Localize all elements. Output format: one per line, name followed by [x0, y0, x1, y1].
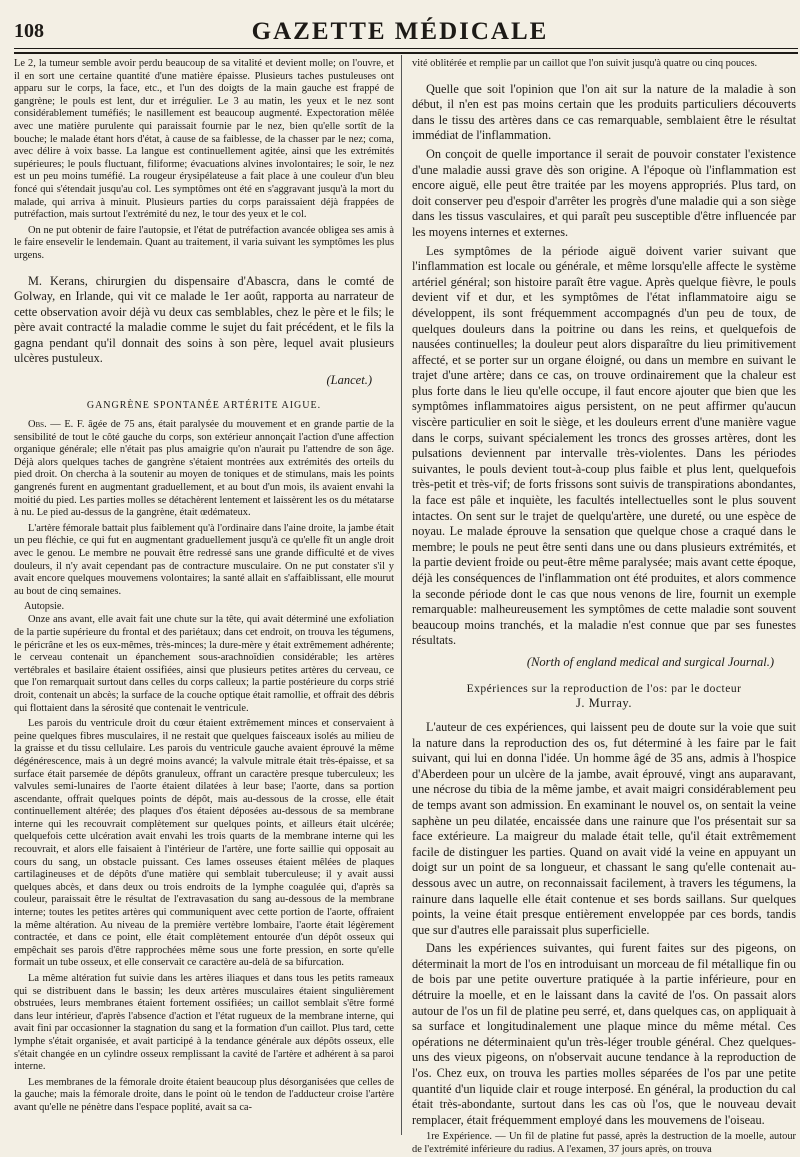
- right-column: [412, 58, 796, 1155]
- autopsy-label: Autopsie.: [24, 601, 65, 613]
- obs-paragraph: [14, 419, 394, 520]
- right-paragraph-1: Quelle que soit l'opinion que l'on ait sur la nature de la maladie à son début, il n'en est pas moins certain que les produits particuliers découverts dans le tissu des artères dans ce cas remarquable, semblaient être le résultat immédiat de l'inflammation.: [412, 81, 796, 143]
- journal-source: (North of england medical and surgical Journal.): [526, 654, 774, 669]
- autopsy-paragraph-1: Onze ans avant, elle avait fait une chute sur la tête, qui avait déterminé une exfoliation de la partie supérieure du frontal et des pariétaux; dans cet endroit, on trouva les tégumens, le péricrâne et les os eux-mêmes, très-minces; la dure-mère y était extrêmement adhérente; le cerveau contenait un épanchement sous-arachnoïdien considérable; les artères vertébrales et basilaire étaient ossifiées, ainsi que plusieurs petites artères du cerveau, ce que l'on remarquait surtout dans celles du corps calleux; la partie postérieure du corps strié droit, contenait un abcès; la surface de la couche optique était ramollie, et offrait des débris qui flottaient dans la sérosité que contenait le ventricule.: [14, 614, 394, 714]
- spacer: [412, 74, 796, 82]
- header-rule-thin: [14, 48, 798, 49]
- page-header: [0, 18, 800, 46]
- experiences-title: Expériences sur la reproduction de l'os: par le docteur: [466, 682, 742, 695]
- right-paragraph-2: On conçoit de quelle importance il serait de pouvoir constater l'existence d'une maladie aussi grave dès son origine. A l'époque où l'inflammation est encore aiguë, elle peut être traitée par les moyens appropriés. Plus tard, on doit conserver peu d'espoir d'arrêter les progrès d'une maladie qui a son siège dans les tissus vasculaires, et qui paraît peu susceptible d'être influencée par les moyens internes et externes.: [412, 146, 796, 239]
- obs-paragraph-2: L'artère fémorale battait plus faiblement qu'à l'ordinaire dans l'aine droite, la jambe était un peu fléchie, ce qui fut en augmentant graduellement jusqu'à ce qu'elle fît un angle droit avec le genou. Le membre ne pouvait être redressé sans une grande difficulté et de vives douleurs, il n'y avait cependant pas de contracture musculaire. On ne put constater s'il y avait encore quelques mouvemens volontaires; la santé allait en s'affaiblissant, elle mourut au bout de cinq semaines.: [14, 522, 394, 597]
- header-rule-thick: [14, 52, 798, 54]
- experience-1: 1re Expérience. — Un fil de platine fut passé, après la destruction de la moelle, autour de l'extrémité inférieure du radius. A l'examen, 37 jours après, on trouva: [412, 1131, 796, 1155]
- right-paragraph-3: Les symptômes de la période aiguë doivent varier suivant que l'inflammation est locale ou générale, et même lorsqu'elle affecte le système artériel général; son histoire paraît être vague. Après quelque fièvre, le pouls devient vif et dur, et les symptômes de l'état inflammatoire aigu se développent, ils sont fréquemment accompagnés d'un peu de toux, de quelques douleurs dans la poitrine ou dans les reins, et quelquefois de nausées continuelles; la douleur peut alors disparaître du lieu primitivement affecté, et se porter sur un organe éloigné, ou dans un membre en suivant le trajet d'une artère; dans ce cas, on trouve ordinairement que la chaleur est plus forte dans le lieu qu'elle occupe, il faut encore ajouter que bien que les symptômes inflammatoires aigus persistent, on ne peut affirmer qu'aucun viscère particulier en soit le siège, et les douleurs errent d'une manière vague dans le corps, suivant spécialement les troncs des grosses artères, dont les pulsations deviennent par intervalle très-violentes. Dans les périodes suivantes, le pouls devient tout-à-coup plus faible et plus lent, quelquefois très-petit et très-vif; de forts frissons sont suivis de transpirations abondantes, la face est pâle et inquiète, les facultés intellectuelles sont le plus souvent intactes. On sent sur le trajet de quelqu'artère, une dureté, ou une espèce de noyau. Le malade éprouve la sensation que quelque chose a craqué dans le membre; le pouls ne peut être senti dans une ou dans plusieurs extrémités, et la partie devient froide ou peut-être même paralysée; mais avant cette époque, déjà les conséquences de l'inflammation ont été produites, et alors commence la seconde période dont le cas que nous venons de lire, fournit un exemple remarquable: malheureusement les symptômes de cette maladie sont souvent beaucoup moins tranchés, et la maladie n'est connue que par ses funestes résultats.: [412, 243, 796, 648]
- obs-lead: Obs. —: [28, 419, 61, 431]
- kerans-paragraph: M. Kerans, chirurgien du dispensaire d'Abascra, dans le comté de Golway, en Irlande, qui vit ce malade le 1er août, rapporta au narrateur de cette observation avoir déjà vu deux cas semblables, chez le père et le fils; le père avait contracté la maladie comme le sujet du fait précédent, et le fils la gagna pendant qu'il donnait des soins à son père, lequel avait plusieurs ulcères pustuleux.: [14, 273, 394, 366]
- spacer: [14, 266, 394, 274]
- case-continuation: Le 2, la tumeur semble avoir perdu beaucoup de sa vitalité et devient molle; on l'ouvre, et il en sort une certaine quantité d'une matière épaisse. Plusieurs taches pustuleuses ont apparu sur le corps, la face, etc., et l'un des doigts de la main gauche est frappé de gangrène; le pouls est lent, dur et irrégulier. Le 3 au matin, les yeux et le nez sont considérablement tuméfiés; le nasillement est beaucoup augmenté. Expectoration mêlée avec une matière purulente qui paraissait fournie par le nez, bien qu'elle sortît de la bouche; le malade étant hors d'état, à cause de sa faiblesse, de la chasser par le nez; coma, avec délire à voix basse. La langue est continuellement agitée, ainsi que les extrémités supérieures; le pouls fluctuant, filiforme; évacuations alvines involontaires; le soir, le nez est un peu moins tuméfié. La rougeur érysipélateuse a fait place à une couleur d'un bleu foncé qui s'étendait jusqu'au col. Les symptômes ont été en s'aggravant jusqu'à la mort du malade, qui arriva à minuit. Plusieurs parties du corps paraissaient déjà frappées de putréfaction, mais surtout l'extrémité du nez, le tour des yeux et le col.: [14, 58, 394, 221]
- journal-title: GAZETTE MÉDICALE: [251, 18, 549, 45]
- right-continuation: vité oblitérée et remplie par un caillot que l'on suivit jusqu'à quatre ou cinq pouces.: [412, 58, 758, 69]
- autopsy-paragraph-2: Les parois du ventricule droit du cœur étaient extrêmement minces et conservaient à peine quelques fibres musculaires, il ne restait que quelques faisceaux isolés au milieu de la graisse et du tissu cellulaire. Les parois du ventricule gauche avaient éprouvé la même dégénérescence, mais à un degré moins avancé; la valvule mitrale était très-épaisse, et sa surface était parsemée de dépôts granuleux, offrant un caractère presque tuberculeux; les valvules semi-lunaires de l'aorte étaient dilatées à leur base; l'aorte, dans sa portion ascendante, offrait quelques points de dépôt, mais au-dessous de la crosse, elle était continuellement altérée; des plaques d'os étaient déposées au-dessous de sa membrane interne qui les recouvrait complètement sur quelques points, et ailleurs était ulcérée; quelquefois cette ulcération avait envahi les trois quarts de la membrane interne qui les recouvrait, et alors elle faisaient à l'intérieur de l'artère, une forte saillie qui opposait au cours du sang, un obstacle puissant. Ces lames osseuses étaient mêlées de plaques cartilagineuses et de dépôts d'une matière qui semblait tuberculeuse; il y avait aussi quelques abcès, et dans deux ou trois endroits de la lymphe coagulée qui, d'après sa couleur, paraissait être le résultat de l'extravasation du sang au-dessous de la membrane interne; toutes les petites artères qui communiquent avec cette portion de l'aorte, offraient la même altération. Au niveau de la première vertèbre lombaire, l'aorte était légèrement contractée, et dans ce point, elle était complètement entourée d'un dépôt osseux qui empêchait ses parois d'être rapprochées même sous une forte pression, en sorte qu'elle formait un tube osseux, et elle conservait ce caractère au-delà de sa bifurcation.: [14, 718, 394, 969]
- gangrene-heading: GANGRÈNE SPONTANÉE ARTÉRITE AIGUE.: [86, 400, 322, 412]
- kerans-source: (Lancet.): [326, 373, 372, 388]
- page-number: 108: [14, 20, 44, 42]
- autopsy-paragraph-4: Les membranes de la fémorale droite étaient beaucoup plus désorganisées que celles de la gauche; mais la fémorale droite, dans le point où le tendon de l'adducteur croise l'artère avant qu'elle ne pénètre dans l'espace poplité, avait sa ca-: [14, 1076, 394, 1113]
- experiences-heading: [412, 682, 796, 710]
- column-divider: [401, 55, 402, 1135]
- experiences-author: J. Murray.: [576, 695, 632, 710]
- obs-text: E. F. âgée de 75 ans, était paralysée du mouvement et en grande partie de la sensibilité de tout le côté gauche du corps, son extérieur annonçait l'action d'une affection organique générale; elle n'était pas plus amaigrie qu'on n'aurait pu l'attendre de son âge. Déjà alors quelques taches de gangrène s'étaient montrées aux extrémités des orteils du pied droit. On chercha à la soutenir au moyen de toniques et de stimulans, mais les points gangrenés furent en augmentant graduellement, et au bout d'un mois, ils avaient envahi la moitié du pied. Les parties molles se détachèrent lentement et laissèrent les os du métatarse à nu. Le pied au-dessus de la gangrène, était œdémateux.: [14, 419, 394, 519]
- right-paragraph-4: L'auteur de ces expériences, qui laissent peu de doute sur la voie que suit la nature dans la reproduction des os, fut déterminé à les faire par le fait suivant, qui lui en donna l'idée. Un homme âgé de 35 ans, admis à l'hospice d'Aberdeen pour un ulcère de la jambe, avait éprouvé, vingt ans auparavant, une nécrose du tibia de la même jambe, et avait maigri considérablement peu de temps avant son admission. En examinant le nouvel os, on sentait la veine saphène un peu dilatée, encaissée dans une rainure que l'os présentait sur sa face extérieure. La maigreur du malade était telle, qu'il était extrêmement facile de distinguer les parties. Quand on avait vidé la veine en appuyant un doigt sur un point de sa longueur, et chassant le sang qu'elle contenait au-dessous avec un autre, on reconnaissait facilement, à travers les tégumens, la rainure dans laquelle elle était contenue et ses bords saillans. Sur quelques points, la veine était presque entièrement enveloppée par ces bords, tandis que sur d'autres elle paraissait plus superficielle.: [412, 719, 796, 937]
- case-end: On ne put obtenir de faire l'autopsie, et l'état de putréfaction avancée obligea ses amis à le faire ensevelir le lendemain. Quant au traitement, il varia suivant les symptômes les plus urgens.: [14, 224, 394, 261]
- autopsy-paragraph-3: La même altération fut suivie dans les artères iliaques et dans tous les petits rameaux qui se distribuent dans le bassin; les deux artères musculaires étaient singulièrement obstruées, leurs membranes étaient fortement ossifiées; un caillot semblait s'être formé dans leur intérieur, d'après l'absence d'action et l'état rugueux de la membrane interne, qui avait fini par occasionner la stagnation du sang et la formation d'un caillot. Plus tard, cette lymphe s'était organisée, et avait participé à la tendance générale aux dépôts osseux, elle s'était changée en un cylindre osseux remplissant la cavité de l'artère et adhérent à sa paroi interne.: [14, 973, 394, 1073]
- left-column: [14, 58, 394, 1136]
- right-paragraph-5: Dans les expériences suivantes, qui furent faites sur des pigeons, on déterminait la mort de l'os en introduisant un morceau de fil métallique fin ou de bois par une petite ouverture pratiquée à la partie inférieure, pour en détruire la moelle, et en le laissant dans la cavité de l'os. On passait alors autour de l'os un fil de platine peu serré, et, dans quelques cas, on appliquait à sa surface et longitudinalement une plaque mince du même métal. Ces opérations ne déterminaient qu'un très-léger trouble général. Chez quelques-uns des vieux pigeons, on n'observait aucune tendance à la reproduction de l'os. Chez eux, on trouva les parties molles séparées de l'os par une petite quantité d'un liquide clair et rouge interposé. En général, la production du cal était très-abondante, surtout dans les cas où l'os, que le nouveau devait remplacer, était fréquemment employé dans les mouvemens de l'oiseau.: [412, 941, 796, 1127]
